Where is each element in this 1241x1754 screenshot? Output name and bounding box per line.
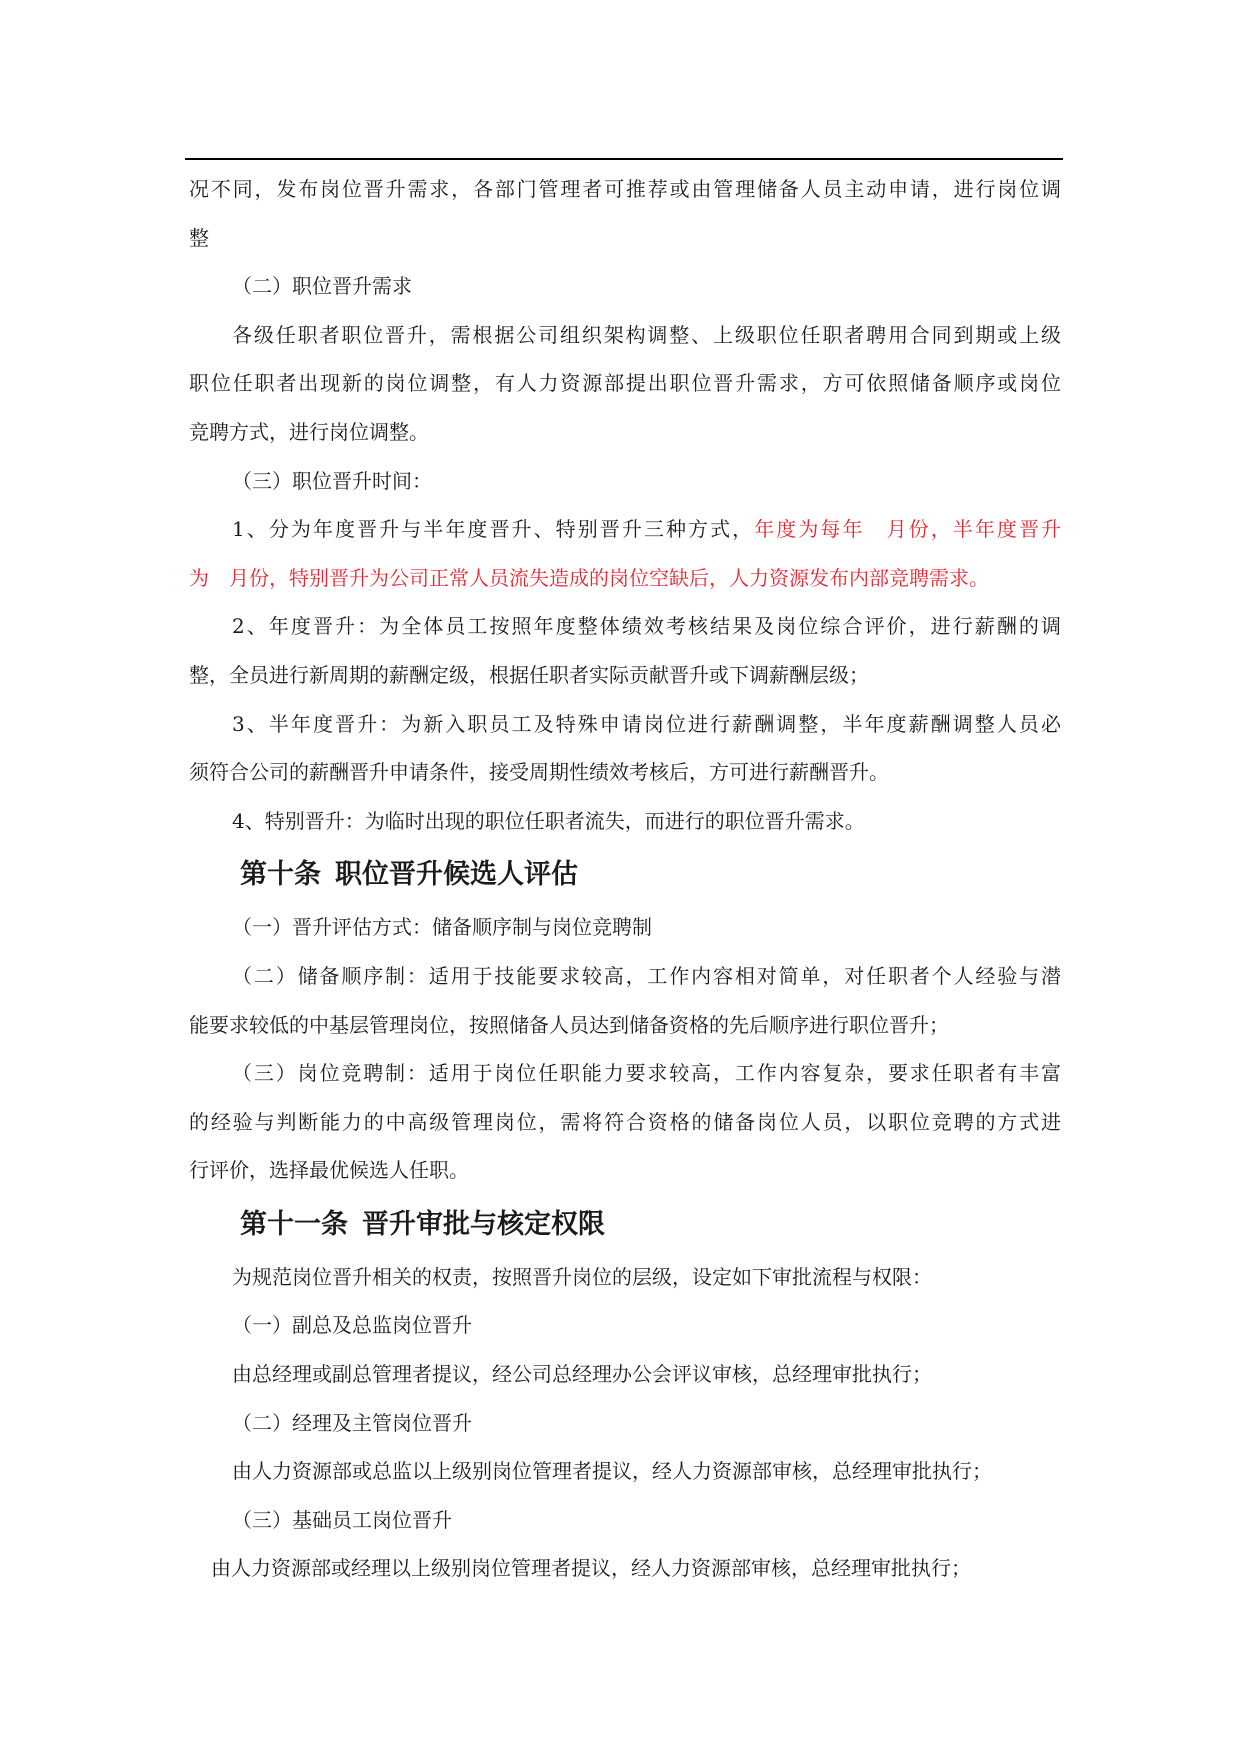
- paragraph-line: （二）储备顺序制：适用于技能要求较高，工作内容相对简单，对任职者个人经验与潜: [232, 963, 1061, 988]
- paragraph-line: 竞聘方式，进行岗位调整。: [189, 419, 429, 444]
- subsection-title: （三）职位晋升时间：: [232, 468, 432, 493]
- article-heading-11: [189, 1197, 1061, 1253]
- paragraph-line: 行评价，选择最优候选人任职。: [189, 1158, 469, 1183]
- paragraph-line: 由人力资源部或总监以上级别岗位管理者提议，经人力资源部审核，总经理审批执行；: [232, 1459, 992, 1484]
- paragraph-line: 由人力资源部或经理以上级别岗位管理者提议，经人力资源部审核，总经理审批执行；: [211, 1556, 971, 1581]
- header-rule: [185, 158, 1063, 160]
- paragraph-line: 能要求较低的中基层管理岗位，按照储备人员达到储备资格的先后顺序进行职位晋升；: [189, 1012, 949, 1037]
- paragraph-line: 职位任职者出现新的岗位调整，有人力资源部提出职位晋升需求，方可依照储备顺序或岗位: [189, 371, 1061, 396]
- paragraph-line: 况不同，发布岗位晋升需求，各部门管理者可推荐或由管理储备人员主动申请，进行岗位调: [189, 177, 1061, 201]
- paragraph-line: 由总经理或副总管理者提议，经公司总经理办公会评议审核，总经理审批执行；: [232, 1362, 932, 1387]
- highlighted-line: 为 月份，特别晋升为公司正常人员流失造成的岗位空缺后，人力资源发布内部竞聘需求。: [189, 565, 989, 590]
- paragraph-line: （三）岗位竞聘制：适用于岗位任职能力要求较高，工作内容复杂，要求任职者有丰富: [232, 1061, 1061, 1086]
- article-number: 第十条: [240, 859, 321, 891]
- paragraph-line: 3、半年度晋升：为新入职员工及特殊申请岗位进行薪酬调整，半年度薪酬调整人员必: [232, 711, 1061, 736]
- article-title: 晋升审批与核定权限: [362, 1208, 605, 1240]
- article-number: 第十一条: [240, 1208, 348, 1240]
- paragraph-line: 整: [189, 225, 209, 250]
- subsection-title: （二）职位晋升需求: [232, 274, 412, 299]
- document-body: [189, 165, 1061, 1593]
- subsection-title: （一）晋升评估方式：储备顺序制与岗位竞聘制: [232, 915, 652, 940]
- paragraph-line: 整，全员进行新周期的薪酬定级，根据任职者实际贡献晋升或下调薪酬层级；: [189, 662, 869, 687]
- subsection-title: （二）经理及主管岗位晋升: [232, 1410, 472, 1435]
- highlighted-text: 年度为每年 月份，半年度晋升: [754, 517, 1061, 542]
- paragraph-line: 4、特别晋升：为临时出现的职位任职者流失，而进行的职位晋升需求。: [232, 808, 865, 833]
- subsection-title: （三）基础员工岗位晋升: [232, 1507, 452, 1532]
- paragraph-line: 为规范岗位晋升相关的权责，按照晋升岗位的层级，设定如下审批流程与权限：: [232, 1264, 932, 1289]
- paragraph-line: 2、年度晋升：为全体员工按照年度整体绩效考核结果及岗位综合评价，进行薪酬的调: [232, 614, 1061, 639]
- subsection-title: （一）副总及总监岗位晋升: [232, 1313, 472, 1338]
- paragraph-line: 的经验与判断能力的中高级管理岗位，需将符合资格的储备岗位人员，以职位竞聘的方式进: [189, 1109, 1061, 1134]
- paragraph-line: 须符合公司的薪酬晋升申请条件，接受周期性绩效考核后，方可进行薪酬晋升。: [189, 760, 889, 785]
- paragraph-line: 各级任职者职位晋升，需根据公司组织架构调整、上级职位任职者聘用合同到期或上级: [232, 322, 1061, 347]
- article-heading-10: [189, 847, 1061, 903]
- paragraph-text: 1、分为年度晋升与半年度晋升、特别晋升三种方式，: [232, 517, 755, 542]
- paragraph-line: [189, 505, 1061, 554]
- article-title: 职位晋升候选人评估: [335, 859, 578, 891]
